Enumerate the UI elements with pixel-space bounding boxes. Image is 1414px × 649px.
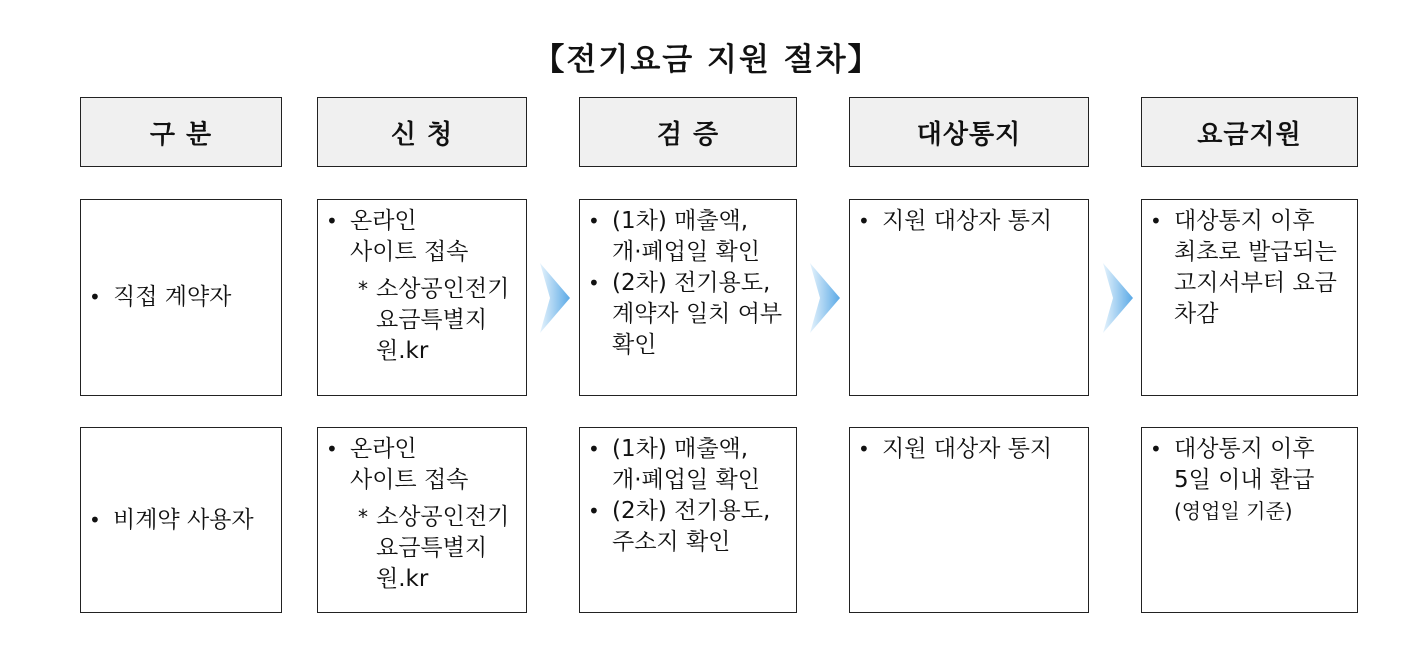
bullet: •	[858, 437, 870, 461]
row2-support-cell	[1141, 427, 1358, 613]
bullet: •	[858, 209, 870, 233]
bullet: •	[588, 499, 600, 523]
bullet: •	[89, 285, 101, 309]
row2-notify: 지원 대상자 통지	[882, 436, 1053, 462]
bullet: •	[588, 437, 600, 461]
row2-verify-cell	[579, 427, 797, 613]
note-mark: *	[358, 277, 368, 301]
row1-apply-note: 소상공인전기 요금특별지원.kr	[376, 276, 510, 364]
row1-notify-cell	[849, 199, 1089, 396]
row2-category: 비계약 사용자	[113, 506, 254, 533]
row1-support: 대상통지 이후 최초로 발급되는 고지서부터 요금 차감	[1174, 208, 1337, 327]
row2-notify-cell	[849, 427, 1089, 613]
row1-category: 직접 계약자	[113, 284, 232, 310]
row2-apply-cell	[317, 427, 527, 613]
bullet: •	[326, 209, 338, 233]
row2-verify-1: (1차) 매출액, 개·폐업일 확인	[612, 436, 760, 493]
row1-category-cell	[80, 199, 282, 396]
row1-support-cell	[1141, 199, 1358, 396]
arrow-right-icon	[810, 263, 840, 333]
header-support: 요금지원	[1141, 97, 1358, 167]
bullet: •	[1150, 437, 1162, 461]
page-title: 【전기요금 지원 절차】	[533, 42, 881, 78]
row2-category-cell	[80, 427, 282, 613]
row1-apply-text: 온라인 사이트 접속	[350, 208, 469, 265]
row2-verify-2: (2차) 전기용도, 주소지 확인	[612, 498, 771, 555]
bullet: •	[588, 271, 600, 295]
row1-verify-cell	[579, 199, 797, 396]
arrow-right-icon	[540, 263, 570, 333]
bullet: •	[1150, 209, 1162, 233]
bullet: •	[326, 437, 338, 461]
row1-verify-1: (1차) 매출액, 개·폐업일 확인	[612, 208, 760, 265]
row2-support-sub: (영업일 기준)	[1174, 499, 1293, 523]
row2-apply-note: 소상공인전기 요금특별지원.kr	[376, 504, 510, 592]
row1-apply-cell	[317, 199, 527, 396]
header-notify: 대상통지	[849, 97, 1089, 167]
row1-verify-2: (2차) 전기용도, 계약자 일치 여부 확인	[612, 270, 783, 358]
row1-notify: 지원 대상자 통지	[882, 208, 1053, 234]
bullet: •	[89, 507, 101, 532]
arrow-right-icon	[1103, 263, 1133, 333]
bullet: •	[588, 209, 600, 233]
note-mark: *	[358, 505, 368, 529]
header-verify: 검 증	[579, 97, 797, 167]
row2-apply-text: 온라인 사이트 접속	[350, 436, 469, 493]
header-apply: 신 청	[317, 97, 527, 167]
header-category: 구 분	[80, 97, 282, 167]
row2-support: 대상통지 이후 5일 이내 환급	[1174, 436, 1315, 493]
